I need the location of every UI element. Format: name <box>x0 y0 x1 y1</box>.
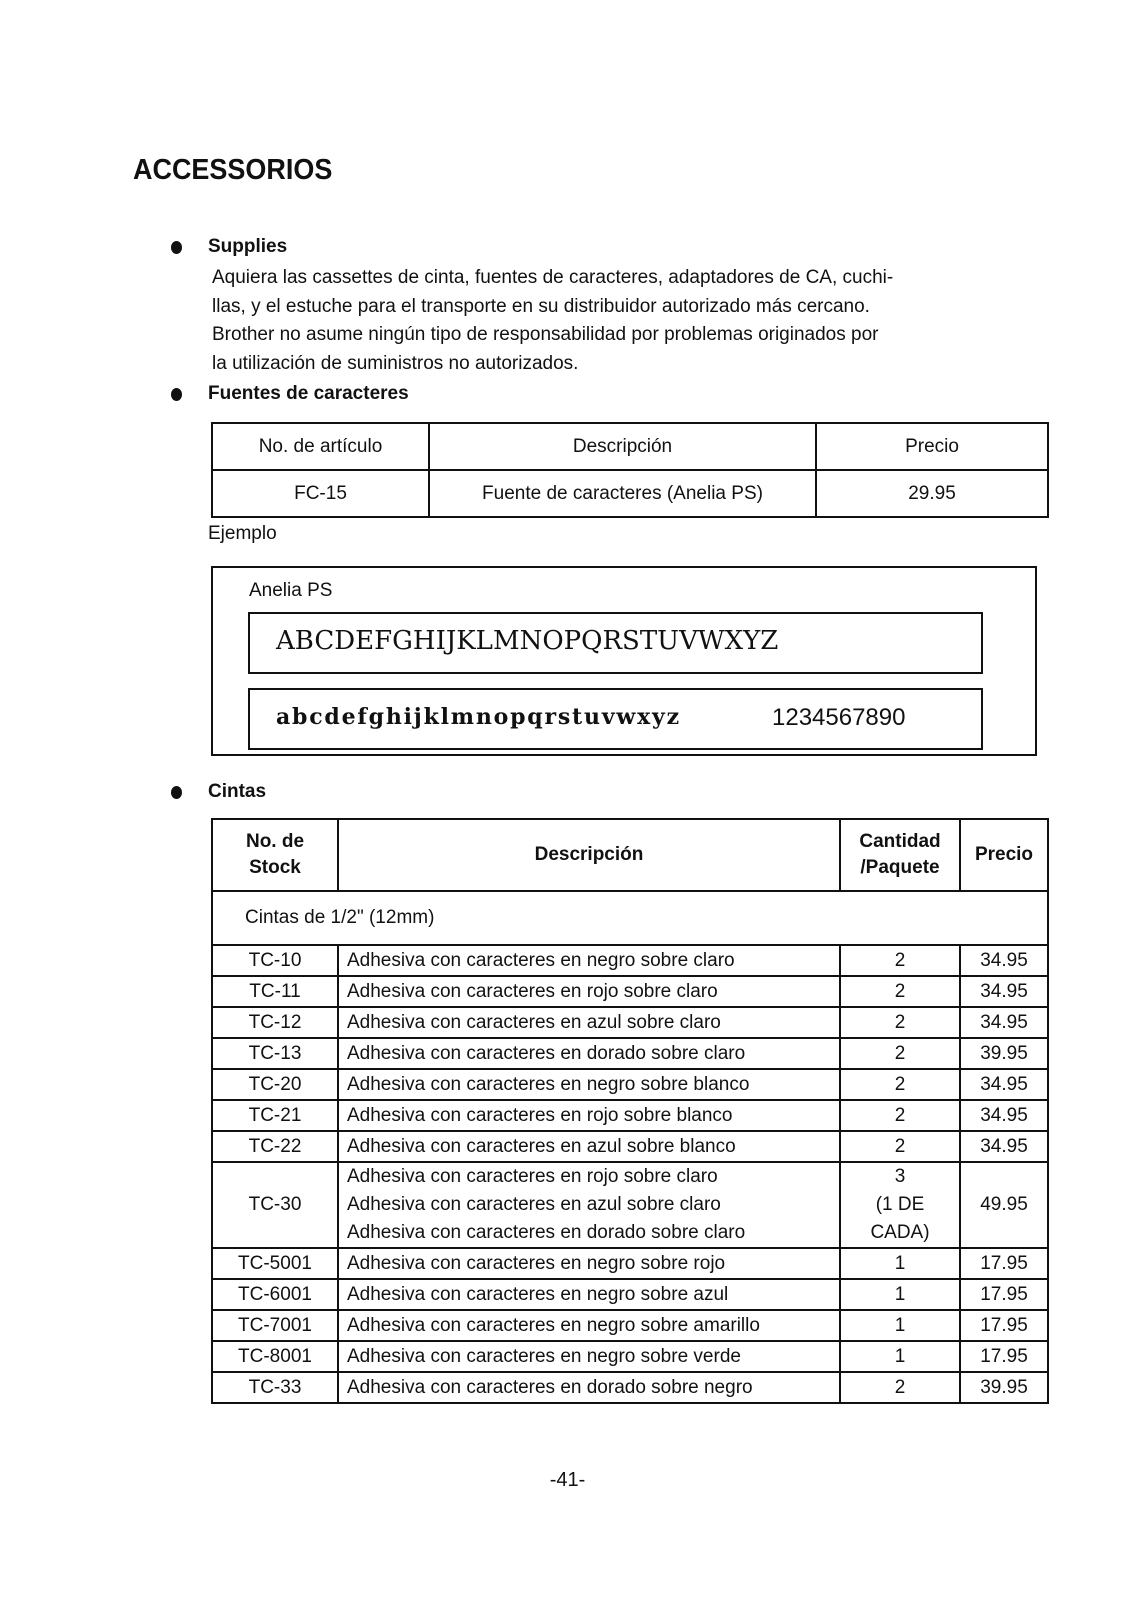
description-cell: Adhesiva con caracteres en negro sobre rojo <box>338 1248 840 1279</box>
page-number: -41- <box>549 1469 586 1491</box>
stock-cell: TC-12 <box>212 1007 338 1038</box>
column-header-stock <box>212 819 338 891</box>
stock-cell: TC-8001 <box>212 1341 338 1372</box>
example-font-name: Anelia PS <box>249 580 333 601</box>
supplies-paragraph <box>212 264 1062 378</box>
price-cell: 17.95 <box>960 1248 1048 1279</box>
page-title: ACCESSORIOS <box>133 154 333 186</box>
item-number-cell: FC-15 <box>212 470 429 517</box>
table-row <box>212 1100 1048 1131</box>
quantity-line: 3 <box>894 1166 906 1187</box>
fonts-heading: Fuentes de caracteres <box>208 383 409 404</box>
quantity-line: CADA) <box>870 1222 930 1243</box>
quantity-cell: 1 <box>840 1310 960 1341</box>
table-row-multi <box>212 1162 1048 1248</box>
bullet-icon <box>171 241 182 254</box>
quantity-cell: 2 <box>840 1038 960 1069</box>
description-cell: Adhesiva con caracteres en negro sobre blanco <box>338 1069 840 1100</box>
table-row <box>212 1038 1048 1069</box>
price-cell: 34.95 <box>960 1069 1048 1100</box>
uppercase-text: ABCDEFGHIJKLMNOPQRSTUVWXYZ <box>276 626 779 656</box>
table-subheading-row <box>212 891 1048 945</box>
tapes-heading: Cintas <box>208 781 267 802</box>
stock-cell: TC-22 <box>212 1131 338 1162</box>
font-example-box <box>211 566 1037 756</box>
paragraph-line: llas, y el estuche para el transporte en su distribuidor autorizado más cercano. <box>212 295 870 317</box>
price-cell: 34.95 <box>960 945 1048 976</box>
table-row <box>212 945 1048 976</box>
stock-cell: TC-11 <box>212 976 338 1007</box>
table-row <box>212 1248 1048 1279</box>
stock-cell: TC-33 <box>212 1372 338 1403</box>
description-cell: Adhesiva con caracteres en azul sobre blanco <box>338 1131 840 1162</box>
quantity-cell: 2 <box>840 1100 960 1131</box>
description-line: Adhesiva con caracteres en azul sobre claro <box>347 1194 721 1215</box>
lowercase-text: abcdefghijklmnopqrstuvwxyz <box>276 704 681 730</box>
uppercase-sample <box>248 612 983 674</box>
table-row <box>212 470 1048 517</box>
fonts-table <box>211 422 1049 518</box>
table-row <box>212 1131 1048 1162</box>
price-cell: 49.95 <box>960 1162 1048 1248</box>
description-cell: Adhesiva con caracteres en dorado sobre negro <box>338 1372 840 1403</box>
description-cell: Adhesiva con caracteres en negro sobre verde <box>338 1341 840 1372</box>
price-cell: 34.95 <box>960 976 1048 1007</box>
table-row <box>212 976 1048 1007</box>
bullet-icon <box>171 786 182 799</box>
stock-cell: TC-6001 <box>212 1279 338 1310</box>
description-cell: Adhesiva con caracteres en rojo sobre blanco <box>338 1100 840 1131</box>
table-row <box>212 1007 1048 1038</box>
stock-cell: TC-7001 <box>212 1310 338 1341</box>
table-row <box>212 1341 1048 1372</box>
quantity-cell: 1 <box>840 1279 960 1310</box>
description-cell: Fuente de caracteres (Anelia PS) <box>429 470 816 517</box>
quantity-cell: 2 <box>840 1131 960 1162</box>
subheading-cell: Cintas de 1/2" (12mm) <box>212 891 1048 945</box>
stock-cell: TC-5001 <box>212 1248 338 1279</box>
table-header-row <box>212 819 1048 891</box>
stock-cell: TC-30 <box>212 1162 338 1248</box>
column-header-quantity <box>840 819 960 891</box>
paragraph-line: la utilización de suministros no autorizados. <box>212 352 579 374</box>
quantity-cell: 2 <box>840 1069 960 1100</box>
column-header: Descripción <box>429 423 816 470</box>
description-line: Adhesiva con caracteres en dorado sobre claro <box>347 1222 746 1243</box>
table-row <box>212 1279 1048 1310</box>
description-cell: Adhesiva con caracteres en azul sobre claro <box>338 1007 840 1038</box>
description-cell: Adhesiva con caracteres en negro sobre claro <box>338 945 840 976</box>
column-header-price: Precio <box>960 819 1048 891</box>
header-text: No. de <box>245 831 305 852</box>
stock-cell: TC-10 <box>212 945 338 976</box>
description-line: Adhesiva con caracteres en rojo sobre claro <box>347 1166 718 1187</box>
price-cell: 17.95 <box>960 1310 1048 1341</box>
price-cell: 34.95 <box>960 1007 1048 1038</box>
price-cell: 17.95 <box>960 1279 1048 1310</box>
example-label: Ejemplo <box>208 523 277 544</box>
column-header: No. de artículo <box>212 423 429 470</box>
description-cell: Adhesiva con caracteres en negro sobre azul <box>338 1279 840 1310</box>
stock-cell: TC-13 <box>212 1038 338 1069</box>
description-cell: Adhesiva con caracteres en rojo sobre claro <box>338 976 840 1007</box>
quantity-cell <box>840 1162 960 1248</box>
quantity-cell: 2 <box>840 1007 960 1038</box>
supplies-heading: Supplies <box>208 236 288 257</box>
column-header-description: Descripción <box>338 819 840 891</box>
paragraph-line: Aquiera las cassettes de cinta, fuentes de caracteres, adaptadores de CA, cuchi- <box>212 267 894 288</box>
description-cell: Adhesiva con caracteres en dorado sobre claro <box>338 1038 840 1069</box>
price-cell: 39.95 <box>960 1372 1048 1403</box>
table-header-row <box>212 423 1048 470</box>
header-text: Cantidad <box>859 831 941 852</box>
stock-cell: TC-21 <box>212 1100 338 1131</box>
price-cell: 34.95 <box>960 1131 1048 1162</box>
tapes-table <box>211 818 1049 1404</box>
column-header: Precio <box>816 423 1048 470</box>
description-cell: Adhesiva con caracteres en negro sobre amarillo <box>338 1310 840 1341</box>
paragraph-line: Brother no asume ningún tipo de responsabilidad por problemas originados por <box>212 324 879 345</box>
price-cell: 29.95 <box>816 470 1048 517</box>
quantity-cell: 2 <box>840 945 960 976</box>
lowercase-sample <box>248 688 983 750</box>
quantity-cell: 1 <box>840 1341 960 1372</box>
quantity-cell: 1 <box>840 1248 960 1279</box>
table-row <box>212 1372 1048 1403</box>
header-text: Stock <box>249 857 301 878</box>
quantity-cell: 2 <box>840 976 960 1007</box>
stock-cell: TC-20 <box>212 1069 338 1100</box>
price-cell: 39.95 <box>960 1038 1048 1069</box>
table-row <box>212 1069 1048 1100</box>
price-cell: 34.95 <box>960 1100 1048 1131</box>
bullet-icon <box>171 388 182 401</box>
quantity-cell: 2 <box>840 1372 960 1403</box>
description-cell <box>338 1162 840 1248</box>
header-text: /Paquete <box>860 857 940 878</box>
price-cell: 17.95 <box>960 1341 1048 1372</box>
table-row <box>212 1310 1048 1341</box>
quantity-line: (1 DE <box>875 1194 925 1215</box>
digits-text: 1234567890 <box>772 704 906 731</box>
